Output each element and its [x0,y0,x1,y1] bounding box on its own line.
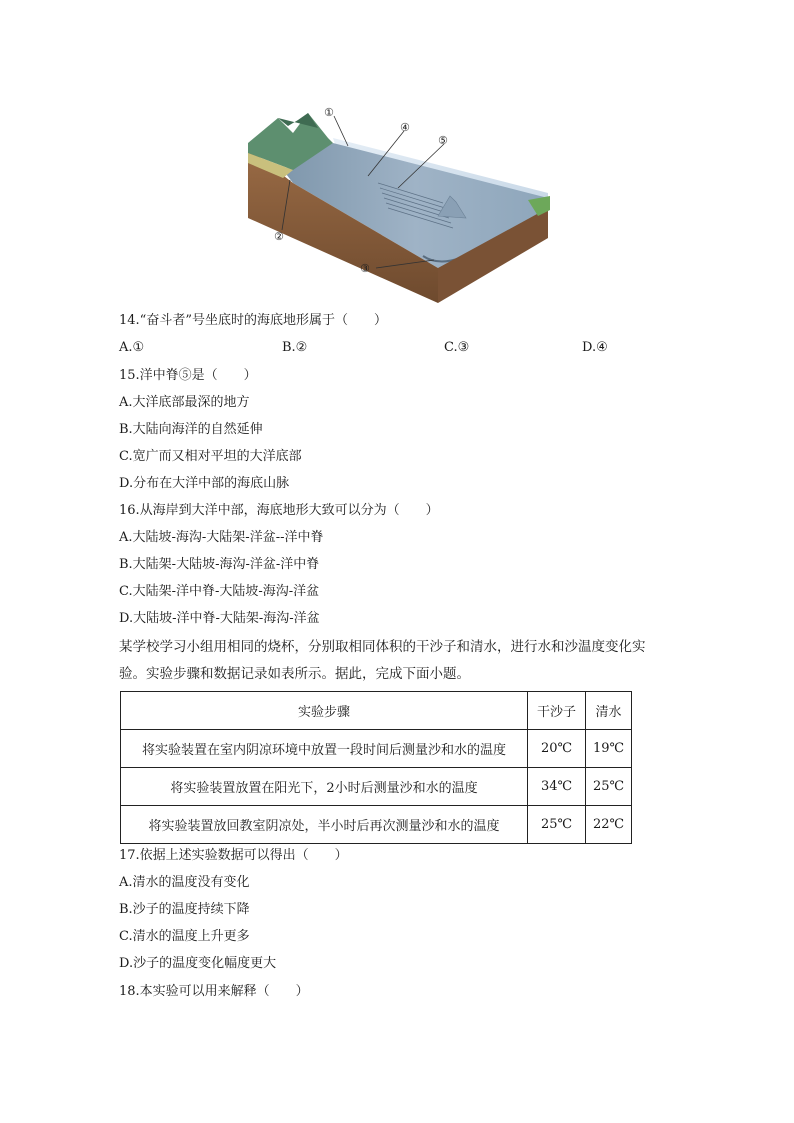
question-14-stem: 14.“奋斗者”号坐底时的海底地形属于（ ） [119,313,387,328]
option-b[interactable]: B.② [282,340,308,355]
question-18-stem: 18.本实验可以用来解释（ ） [119,984,309,999]
table-cell: 25℃ [528,806,586,844]
question-14-options [119,340,659,358]
question-16-stem: 16.从海岸到大洋中部，海底地形大致可以分为（ ） [119,503,439,518]
option-a[interactable]: A.大洋底部最深的地方 [119,395,250,410]
option-d[interactable]: D.④ [582,340,608,355]
option-c[interactable]: C.宽广而又相对平坦的大洋底部 [119,449,302,464]
table-row [121,806,632,844]
table-cell: 将实验装置放回教室阴凉处，半小时后再次测量沙和水的温度 [121,806,528,844]
option-c[interactable]: C.清水的温度上升更多 [119,929,250,944]
label-2: ② [274,230,284,243]
option-d[interactable]: D.分布在大洋中部的海底山脉 [119,476,290,491]
label-1: ① [324,106,334,119]
option-c[interactable]: C.③ [444,340,470,355]
table-cell: 将实验装置放置在阳光下，2小时后测量沙和水的温度 [121,768,528,806]
table-cell: 19℃ [586,730,632,768]
table-row [121,768,632,806]
question-15-stem: 15.洋中脊⑤是（ ） [119,368,257,383]
table-cell: 22℃ [586,806,632,844]
header-water: 清水 [586,692,632,730]
header-step: 实验步骤 [121,692,528,730]
intro-line-1: 某学校学习小组用相同的烧杯，分别取相同体积的干沙子和清水，进行水和沙温度变化实 [119,639,646,655]
option-d[interactable]: D.沙子的温度变化幅度更大 [119,956,277,971]
question-17-stem: 17.依据上述实验数据可以得出（ ） [119,848,348,863]
option-d[interactable]: D.大陆坡-洋中脊-大陆架-海沟-洋盆 [119,611,320,626]
label-4: ④ [400,121,410,134]
label-5: ⑤ [438,134,448,147]
experiment-table [120,691,632,844]
header-dry-sand: 干沙子 [528,692,586,730]
table-cell: 25℃ [586,768,632,806]
option-b[interactable]: B.大陆架-大陆坡-海沟-洋盆-洋中脊 [119,557,320,572]
option-a[interactable]: A.清水的温度没有变化 [119,875,250,890]
label-3: ③ [360,262,370,275]
table-row [121,730,632,768]
table-cell: 将实验装置在室内阴凉环境中放置一段时间后测量沙和水的温度 [121,730,528,768]
option-c[interactable]: C.大陆架-洋中脊-大陆坡-海沟-洋盆 [119,584,320,599]
seafloor-block-diagram [238,98,558,303]
intro-line-2: 验。实验步骤和数据记录如表所示。据此，完成下面小题。 [119,666,470,682]
option-a[interactable]: A.① [119,340,145,355]
option-b[interactable]: B.沙子的温度持续下降 [119,902,250,917]
table-header-row [121,692,632,730]
option-a[interactable]: A.大陆坡-海沟-大陆架-洋盆--洋中脊 [119,530,324,545]
option-b[interactable]: B.大陆向海洋的自然延伸 [119,422,263,437]
table-cell: 34℃ [528,768,586,806]
table-cell: 20℃ [528,730,586,768]
